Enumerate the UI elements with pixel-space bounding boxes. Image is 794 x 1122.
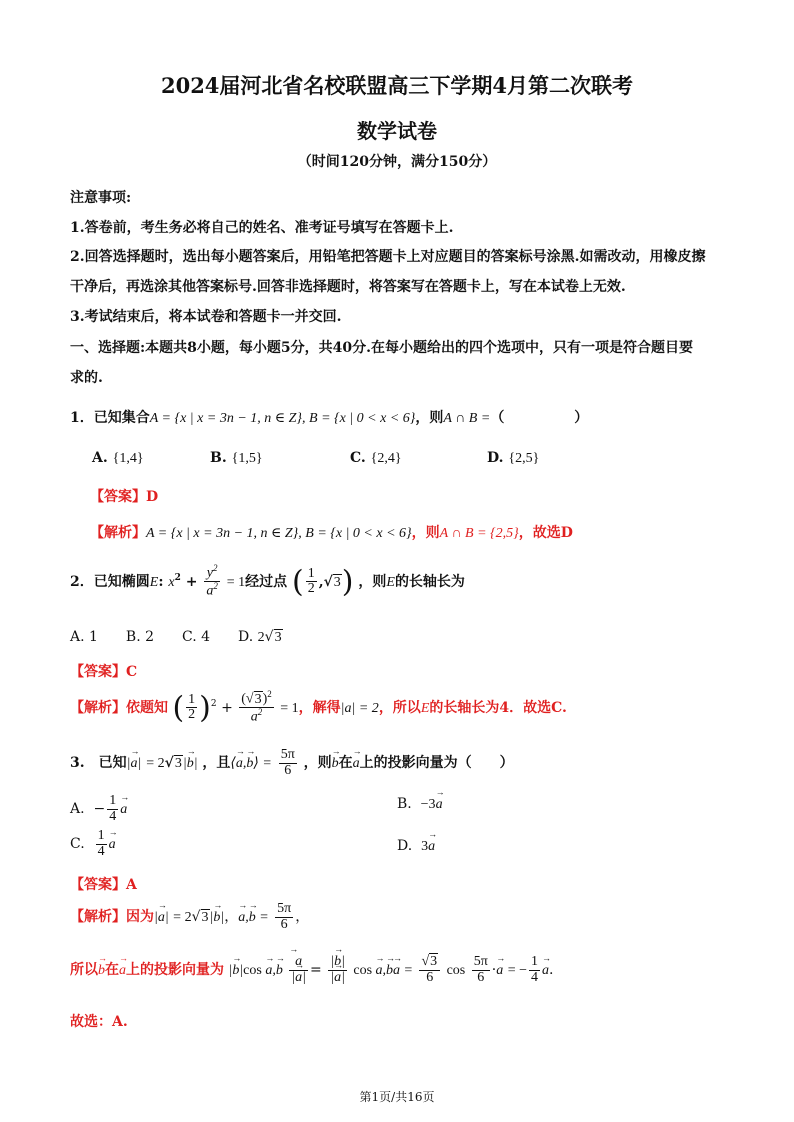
q3-analysis-label: 【解析】 — [70, 909, 126, 926]
q3-analysis2-pre: 所以 — [70, 962, 98, 979]
q2-point-den: 2 — [307, 581, 315, 597]
q1-option-c-value: {2,4} — [370, 451, 402, 466]
q2-analysis-concl: 的长轴长为4．故选C. — [429, 699, 567, 716]
q3-on: 在 — [338, 755, 353, 772]
q3-then: ，则 — [303, 755, 332, 772]
q3-option-c-den: 4 — [97, 843, 105, 859]
q3-option-d[interactable]: D. 3→ a — [397, 838, 435, 855]
time-note: （时间120分钟，满分150分） — [297, 154, 497, 170]
q1-analysis-sets: A = {x | x = 3n − 1, n ∈ Z}, B = {x | 0 < x < 6} — [146, 526, 412, 541]
q1-paren: （ ） — [490, 410, 589, 426]
q2-point-fraction — [306, 567, 317, 597]
q2-options[interactable]: A. 1 B. 2 C. 4 D. 2√3 — [70, 629, 282, 645]
q3-option-b-label: B. — [397, 796, 412, 812]
q3-analysis2-frac5 — [529, 955, 540, 985]
q3-analysis2-num4: 5π — [473, 954, 488, 969]
notice-item-2-line1: 2.回答选择题时，选出每小题答案后，用铅笔把答题卡上对应题目的答案标号涂黑.如需改动，用橡皮擦 — [70, 249, 706, 265]
q3-option-d-value: 3 — [421, 839, 429, 854]
q3-option-a-num: 1 — [109, 793, 117, 808]
q1-option-b[interactable] — [210, 450, 263, 467]
q3-option-c[interactable]: C. $\frac{1}{4}$ → a — [70, 829, 116, 859]
q2-fraction-den: a — [206, 584, 214, 599]
q2-suffix: 的长轴长为 — [394, 573, 465, 590]
q3-option-d-label: D. — [397, 838, 413, 854]
q3-suffix: 上的投影向量为（ ） — [359, 755, 514, 772]
q3-angle-num: 5π — [280, 747, 295, 762]
q3-analysis1-num: 5π — [277, 901, 292, 916]
q1-option-a-label: A. — [92, 450, 108, 466]
q2-colon: : — [158, 573, 164, 590]
q1-option-d[interactable] — [487, 450, 539, 467]
q2-point-num: 1 — [307, 565, 315, 581]
q2-option-d-value: 2 — [257, 630, 265, 645]
q2-analysis-frac1-den: 2 — [188, 707, 196, 723]
page-subtitle: 数学试卷 — [357, 119, 437, 143]
q1-prefix: 1．已知集合 — [70, 410, 150, 426]
q1-option-b-value: {1,5} — [231, 451, 263, 466]
q2-mid: 经过点 — [245, 573, 288, 590]
q2-eq1: = 1 — [226, 574, 246, 590]
q1-set-b: , B = {x | 0 < x < 6} — [302, 411, 416, 426]
q3-analysis2-frac3: $\frac{√3}{6}$ — [419, 955, 440, 985]
q3-analysis2-frac2: $\frac{|\to b|}{|\to a|}$ — [328, 955, 347, 985]
q2-ellipse-name: E — [149, 574, 159, 590]
q3-analysis-line1: 【解析】因为|→ a| = 2√3|→ b|，→ a,→ b = $\frac{5\pi}{6}$ ， — [70, 902, 309, 932]
question-2: 2．已知椭圆E: $x^2$ + $\frac{y^2}{a^2}$ = 1经过点 ( $\frac{1}{2}$ ,√3) ，则E的长轴长为 — [70, 563, 465, 600]
q3-prefix: 3. 已知 — [70, 755, 127, 772]
q1-set-a: A = {x | x = 3n − 1, n ∈ Z} — [149, 411, 303, 426]
q3-option-b-value: −3 — [420, 797, 436, 812]
q3-analysis2-result: = − — [507, 963, 527, 979]
q1-suffix: ，则 — [415, 410, 444, 426]
q1-option-a[interactable] — [92, 450, 144, 467]
q3-option-a[interactable]: A. − $\frac{1}{4}$ → a — [70, 794, 127, 824]
q1-option-d-label: D. — [487, 450, 504, 466]
q1-option-c[interactable] — [350, 450, 402, 467]
q1-analysis-result: A ∩ B = {2,5} — [439, 526, 519, 541]
q3-option-c-label: C. — [70, 836, 85, 853]
q3-option-a-label: A. — [70, 801, 85, 818]
q3-analysis2-cos3: cos — [446, 963, 466, 979]
q1-analysis — [90, 522, 573, 542]
q2-analysis-frac2: $\frac{(√3)^2}{a^2}$ — [241, 689, 272, 725]
q1-option-a-value: {1,4} — [112, 451, 144, 466]
q1-option-c-label: C. — [350, 450, 366, 466]
page-title: 2024届河北省名校联盟高三下学期4月第二次联考 — [160, 73, 634, 98]
q3-cond1: = 2 — [146, 756, 165, 772]
q3-analysis2-cos2: cos — [353, 963, 373, 979]
q3-option-c-frac — [96, 829, 107, 859]
q3-final: 故选：A. — [70, 1014, 128, 1030]
q3-analysis1-pre: 因为 — [126, 909, 154, 926]
q2-options-text: A. 1 B. 2 C. 4 D. — [70, 629, 254, 645]
q3-cond1-sqrt: 3 — [174, 756, 182, 772]
question-3: 3. 已知|→ a| = 2√3|→ b| ，且⟨→ a,→ b⟩ = $\frac{5\pi}{6}$ ，则→ b在→ a上的投影向量为（ ） — [70, 748, 514, 778]
section-heading-line1: 一、选择题:本题共8小题，每小题5分，共40分.在每小题给出的四个选项中，只有一项是符合题目要 — [70, 340, 694, 356]
q2-analysis-eq: = 1 — [280, 700, 299, 716]
q1-analysis-end: ，故选D — [518, 525, 573, 541]
section-heading-line2: 求的. — [70, 370, 103, 386]
question-1 — [70, 407, 588, 427]
q1-answer-label: 【答案】 — [90, 489, 146, 505]
q3-answer — [70, 874, 137, 894]
q3-analysis2-sqrt: 3 — [430, 954, 438, 969]
notice-item-2-line2: 干净后，再选涂其他答案标号.回答非选择题时，将答案写在答题卡上，写在本试卷上无效. — [70, 279, 626, 295]
q2-analysis-sqrt: 3 — [254, 691, 262, 707]
q3-analysis2-on: 在 — [105, 962, 119, 979]
q1-analysis-label: 【解析】 — [90, 525, 146, 541]
q3-option-a-den: 4 — [109, 808, 117, 824]
q2-analysis-pre: 依题知 — [126, 699, 168, 716]
q3-analysis-line2: 所以→ b在→ a上的投影向量为 |→ b|cos → a,→ b → $\frac{a}{|\to a|}$ = $\frac{|\to b|}{|\to a|}$ cos → a,→ b→ a = $\frac{√3}{6}$ cos $\frac{5\pi}{6}$ ·→ a = − $\frac{1}{4}$ → a. — [70, 955, 553, 985]
page-number: 第1页/共16页 — [359, 1090, 435, 1104]
q1-answer-value: D — [146, 489, 159, 505]
q2-fraction: $\frac{y^2}{a^2}$ — [206, 563, 218, 599]
q1-option-b-label: B. — [210, 450, 227, 466]
q2-analysis-den: a — [250, 710, 258, 725]
q1-analysis-mid: ，则 — [411, 525, 440, 541]
notice-item-3: 3.考试结束后，将本试卷和答题卡一并交回. — [70, 309, 342, 325]
q2-fraction-num: y — [206, 565, 213, 581]
q2-analysis-label: 【解析】 — [70, 699, 126, 716]
q1-answer — [90, 486, 158, 506]
q3-analysis1-sqrt: 3 — [201, 910, 209, 926]
q3-analysis2-cos1: cos — [243, 963, 262, 979]
q2-point-sqrt: 3 — [333, 574, 341, 590]
q2-answer — [70, 661, 137, 681]
q2-suffix-pre: ，则 — [358, 573, 387, 590]
q1-expr: A ∩ B = — [443, 411, 491, 426]
q3-analysis2-frac1: → $\frac{a}{|\to a|}$ — [289, 955, 308, 985]
q3-option-c-num: 1 — [97, 828, 105, 843]
q2-analysis-solve: ，解得 — [298, 699, 341, 716]
q2-analysis-e: E — [420, 700, 430, 716]
q2-ellipse-name-2: E — [386, 574, 395, 590]
q3-analysis1-cond: = 2 — [173, 910, 192, 926]
q3-analysis2-frac4 — [472, 955, 490, 985]
q3-angle-den: 6 — [284, 762, 292, 778]
q3-answer-label: 【答案】 — [70, 877, 126, 893]
q2-analysis-concl-pre: ，所以 — [378, 699, 421, 716]
q3-option-a-frac — [107, 794, 118, 824]
q2-analysis-solve-eq: |a| = 2 — [340, 700, 379, 716]
q1-option-d-value: {2,5} — [508, 451, 540, 466]
q2-analysis-frac1-num: 1 — [188, 691, 196, 707]
q2-prefix: 2．已知椭圆 — [70, 573, 150, 590]
q3-analysis2-num5: 1 — [531, 954, 538, 969]
q3-angle-frac — [279, 748, 297, 778]
q3-analysis1-den: 6 — [280, 916, 288, 932]
q3-and: ，且 — [202, 755, 231, 772]
q3-analysis2-den5: 4 — [531, 969, 538, 985]
q2-x: x — [168, 574, 175, 590]
q2-option-d-sqrt: 3 — [274, 630, 282, 645]
q3-answer-value: A — [126, 877, 137, 893]
notice-heading: 注意事项: — [70, 190, 132, 206]
q3-analysis2-mid: 上的投影向量为 — [126, 962, 224, 979]
q2-answer-value: C — [126, 664, 138, 680]
notice-item-1: 1.答卷前，考生务必将自己的姓名、准考证号填写在答题卡上. — [70, 220, 454, 236]
q2-analysis: 【解析】依题知 ( $\frac{1}{2}$ )$^2$ + $\frac{(√3)^2}{a^2}$ = 1，解得|a| = 2，所以E的长轴长为4．故选C. — [70, 689, 567, 726]
q2-answer-label: 【答案】 — [70, 664, 126, 680]
q3-analysis2-den4: 6 — [477, 969, 485, 985]
q3-option-b[interactable]: B. −3→ a — [397, 796, 443, 813]
q3-analysis1-frac — [275, 902, 293, 932]
q3-analysis2-den: 6 — [426, 969, 434, 985]
q2-analysis-frac1 — [186, 693, 197, 723]
